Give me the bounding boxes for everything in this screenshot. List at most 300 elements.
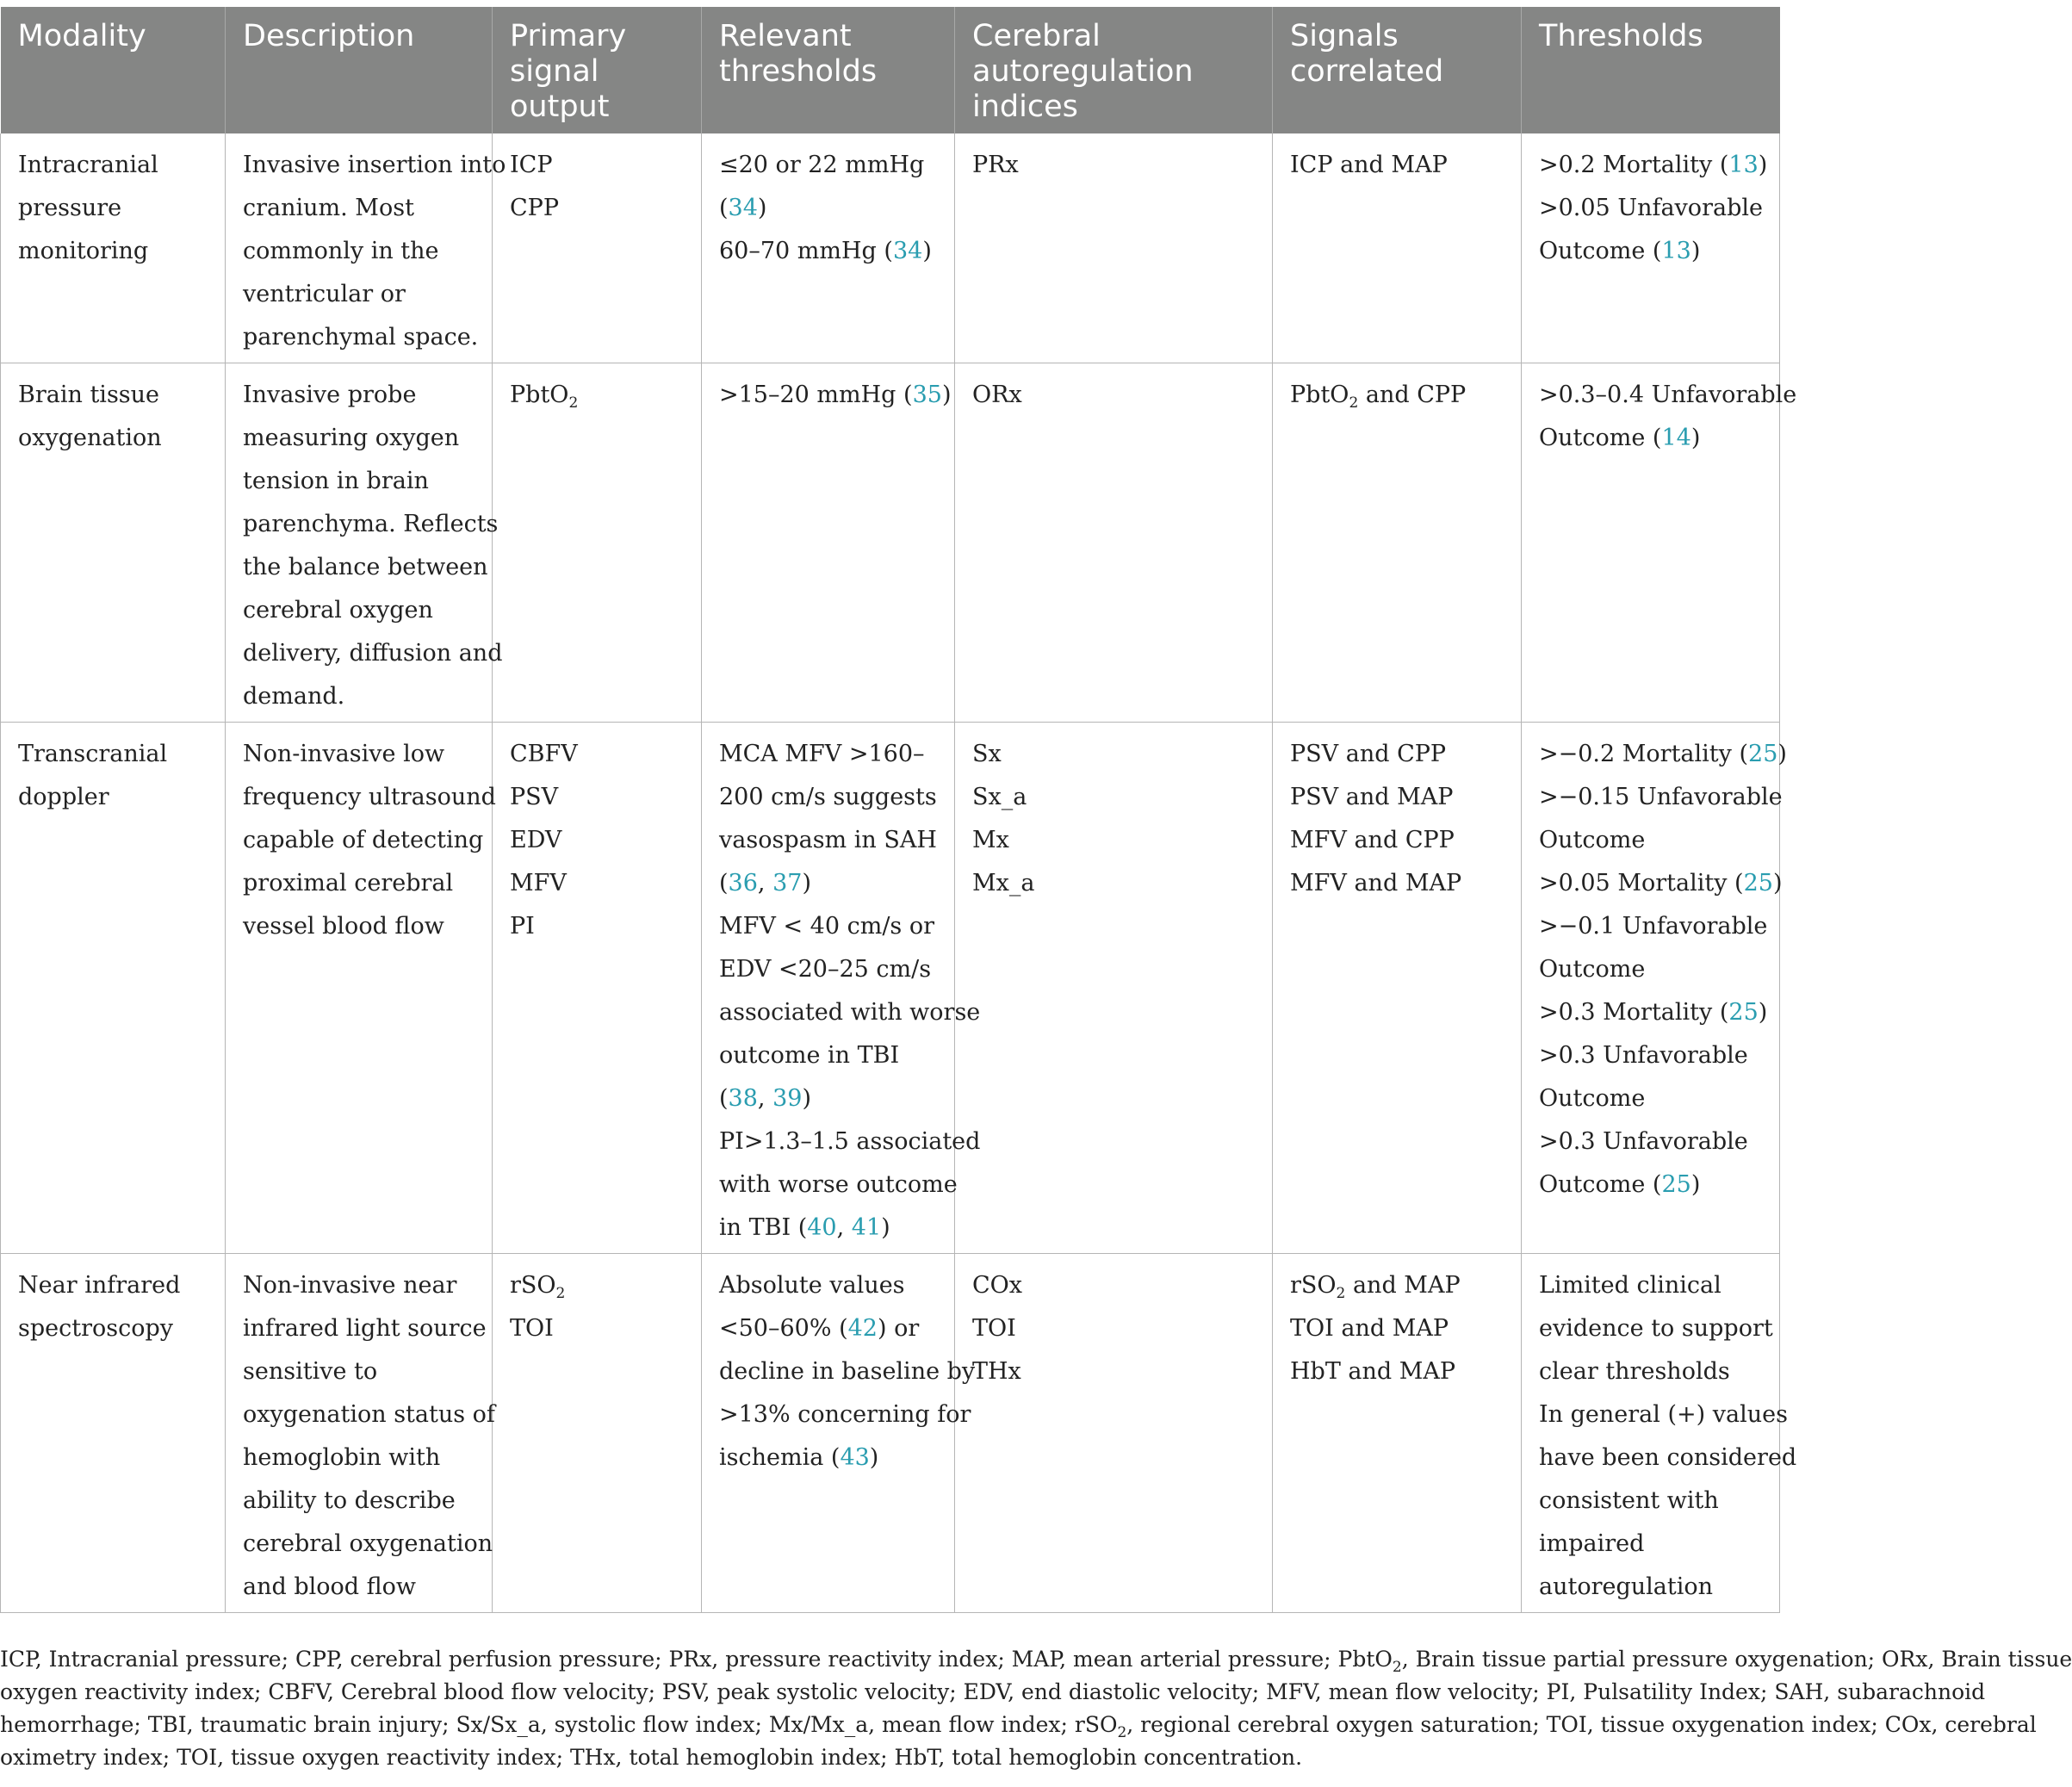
cell-line: [1539, 187, 1772, 230]
cell-modality: [1, 723, 226, 1254]
cell-line: [972, 733, 1265, 776]
cell-autoregulation-indices: [955, 363, 1273, 723]
footnote-line: [0, 1741, 1779, 1774]
reference-link[interactable]: 42: [847, 1315, 878, 1342]
text-segment: >−0.2 Mortality (: [1539, 741, 1749, 767]
cell-line: [243, 1523, 493, 1566]
cell-line: [972, 1350, 1265, 1393]
text-segment: Limited clinical: [1539, 1272, 1721, 1299]
text-segment: Non-invasive low: [243, 741, 445, 767]
cell-line: [1290, 374, 1514, 417]
text-segment: ): [1690, 425, 1701, 451]
cell-line: [510, 862, 694, 905]
text-segment: and CPP: [1358, 382, 1467, 408]
cell-line: [243, 632, 503, 675]
text-segment: parenchyma. Reflects: [243, 511, 499, 537]
text-segment: ): [1777, 741, 1787, 767]
text-segment: Sx: [972, 741, 1002, 767]
text-segment: tension in brain: [243, 468, 429, 494]
text-segment: ICP, Intracranial pressure; CPP, cerebral perfusion pressure; PRx, pressure reactivity index; MAP, mean arterial pressure; PbtO: [0, 1647, 1393, 1672]
cell-line: [719, 1264, 947, 1307]
text-segment: oxygenation status of: [243, 1401, 495, 1428]
text-segment: ): [802, 870, 811, 897]
text-segment: In general (+) values: [1539, 1401, 1788, 1428]
cell-line: [243, 460, 485, 503]
text-segment: COx: [972, 1272, 1023, 1299]
text-segment: ICP and MAP: [1290, 152, 1448, 178]
cell-line: [1539, 1307, 1772, 1350]
subscript: 2: [1392, 1659, 1402, 1676]
text-segment: >−0.1 Unfavorable: [1539, 913, 1768, 940]
text-segment: ) or: [877, 1315, 920, 1342]
text-segment: ventricular or: [243, 281, 406, 307]
text-segment: ,: [836, 1214, 852, 1241]
column-header-signals-correlated: [1273, 7, 1522, 133]
cell-line: [972, 144, 1265, 187]
text-segment: CBFV: [510, 741, 578, 767]
cell-line: [18, 417, 218, 460]
header-line: signal: [510, 54, 599, 89]
cell-line: [1539, 144, 1772, 187]
cell-line: [1539, 1523, 1772, 1566]
text-segment: cranium. Most: [243, 195, 414, 221]
text-segment: associated with worse: [719, 999, 981, 1026]
cell-line: [243, 1393, 495, 1436]
text-segment: ORx: [972, 382, 1022, 408]
text-segment: Outcome: [1539, 827, 1646, 853]
text-segment: (: [719, 870, 729, 897]
cell-line: [719, 948, 947, 991]
text-segment: ,: [757, 1085, 773, 1112]
cell-line: [243, 316, 485, 359]
cell-description: [226, 1254, 493, 1613]
cell-line: [1290, 776, 1514, 819]
text-segment: PSV and CPP: [1290, 741, 1447, 767]
subscript: 2: [1349, 394, 1359, 412]
reference-link[interactable]: 14: [1661, 425, 1691, 451]
text-segment: ): [941, 382, 952, 408]
table-row: [1, 363, 1780, 723]
header-line: Description: [243, 19, 415, 53]
text-segment: frequency ultrasound: [243, 784, 496, 810]
text-segment: ): [869, 1444, 879, 1471]
text-segment: ): [922, 238, 932, 264]
cell-line: [1539, 374, 1797, 417]
cell-line: [18, 230, 218, 273]
cell-description: [226, 723, 496, 1254]
cell-primary-signal-output: [493, 723, 702, 1254]
table-header-row: [1, 7, 1780, 133]
text-segment: ): [1758, 999, 1768, 1026]
reference-link[interactable]: 41: [851, 1214, 882, 1241]
cell-line: [1539, 776, 1783, 819]
text-segment: infrared light source: [243, 1315, 487, 1342]
text-segment: Mx: [972, 827, 1009, 853]
text-segment: ICP: [510, 152, 553, 178]
cell-line: [18, 1307, 218, 1350]
text-segment: MFV < 40 cm/s or: [719, 913, 935, 940]
header-line: autoregulation: [972, 54, 1194, 89]
reference-link[interactable]: 43: [840, 1444, 870, 1471]
table-row: [1, 723, 1780, 1254]
cell-description: [226, 363, 503, 723]
cell-line: [972, 1264, 1265, 1307]
text-segment: demand.: [243, 683, 345, 710]
text-segment: impaired: [1539, 1530, 1645, 1557]
text-segment: spectroscopy: [18, 1315, 174, 1342]
cell-line: [719, 991, 981, 1034]
cell-line: [1290, 144, 1514, 187]
cell-thresholds: [1522, 363, 1797, 723]
reference-link[interactable]: 25: [1748, 741, 1778, 767]
cell-line: [243, 546, 488, 589]
text-segment: vessel blood flow: [243, 913, 444, 940]
text-segment: ): [1690, 1171, 1701, 1198]
cell-line: [510, 776, 694, 819]
text-segment: 200 cm/s suggests: [719, 784, 937, 810]
cell-line: [1539, 819, 1772, 862]
cell-line: [510, 144, 694, 187]
text-segment: >0.05 Mortality (: [1539, 870, 1744, 897]
table-row: [1, 1254, 1780, 1613]
text-segment: proximal cerebral: [243, 870, 454, 897]
text-segment: monitoring: [18, 238, 149, 264]
table-body: [1, 133, 1797, 1613]
cell-line: [719, 1163, 958, 1207]
cell-relevant-thresholds: [702, 1254, 976, 1613]
subscript: 2: [1336, 1285, 1346, 1302]
cell-line: [719, 230, 947, 273]
text-segment: MFV and MAP: [1290, 870, 1462, 897]
text-segment: Brain tissue: [18, 382, 160, 408]
header-line: Relevant: [719, 19, 852, 53]
text-segment: Invasive insertion into: [243, 152, 506, 178]
cell-line: [719, 1350, 976, 1393]
text-segment: EDV <20–25 cm/s: [719, 956, 932, 983]
reference-link[interactable]: 38: [728, 1085, 758, 1112]
text-segment: sensitive to: [243, 1358, 378, 1385]
cell-thresholds: [1522, 1254, 1797, 1613]
text-segment: TOI: [510, 1315, 554, 1342]
text-segment: ): [802, 1085, 811, 1112]
reference-link[interactable]: 34: [892, 238, 923, 264]
table-footnote: [0, 1643, 2072, 1774]
cell-primary-signal-output: [493, 133, 702, 363]
text-segment: >0.3–0.4 Unfavorable: [1539, 382, 1797, 408]
text-segment: capable of detecting: [243, 827, 484, 853]
cell-line: [243, 1264, 485, 1307]
text-segment: Intracranial: [18, 152, 158, 178]
cell-line: [510, 374, 694, 417]
text-segment: TOI and MAP: [1290, 1315, 1449, 1342]
reference-link[interactable]: 34: [728, 195, 758, 221]
cell-line: [719, 1120, 981, 1163]
cell-line: [243, 819, 485, 862]
reference-link[interactable]: 13: [1728, 152, 1759, 178]
cell-line: [719, 1436, 947, 1480]
text-segment: Mx_a: [972, 870, 1035, 897]
subscript: 2: [555, 1285, 566, 1302]
text-segment: 60–70 mmHg (: [719, 238, 893, 264]
text-segment: Outcome (: [1539, 425, 1662, 451]
cell-relevant-thresholds: [702, 723, 981, 1254]
column-header-relevant-thresholds: [702, 7, 955, 133]
table-row: [1, 133, 1780, 363]
text-segment: , regional cerebral oxygen saturation; TOI, tissue oxygenation index; COx, cerebral: [1126, 1712, 2037, 1737]
cell-line: [719, 374, 952, 417]
text-segment: >−0.15 Unfavorable: [1539, 784, 1783, 810]
text-segment: Outcome: [1539, 1085, 1646, 1112]
text-segment: PRx: [972, 152, 1019, 178]
cell-line: [1539, 991, 1772, 1034]
text-segment: , Brain tissue partial pressure oxygenation; ORx, Brain tissue: [1401, 1647, 2072, 1672]
cell-line: [1539, 905, 1772, 948]
text-segment: ability to describe: [243, 1487, 456, 1514]
reference-link[interactable]: 25: [1661, 1171, 1691, 1198]
text-segment: ,: [757, 870, 773, 897]
cell-line: [243, 374, 485, 417]
column-header-modality: [1, 7, 226, 133]
cell-line: [972, 1307, 1265, 1350]
header-line: thresholds: [719, 54, 878, 89]
column-header-primary-signal-output: [493, 7, 702, 133]
text-segment: commonly in the: [243, 238, 439, 264]
cell-line: [243, 273, 485, 316]
header-line: Thresholds: [1539, 19, 1703, 53]
cell-line: [719, 1077, 947, 1120]
text-segment: CPP: [510, 195, 559, 221]
subscript: 2: [568, 394, 579, 412]
text-segment: Absolute values: [719, 1272, 905, 1299]
text-segment: have been considered: [1539, 1444, 1797, 1471]
cell-line: [1539, 1393, 1788, 1436]
text-segment: ): [1690, 238, 1701, 264]
text-segment: rSO: [510, 1272, 556, 1299]
cell-line: [510, 1264, 694, 1307]
reference-link[interactable]: 25: [1728, 999, 1759, 1026]
reference-link[interactable]: 40: [807, 1214, 837, 1241]
text-segment: cerebral oxygenation: [243, 1530, 493, 1557]
reference-link[interactable]: 39: [772, 1085, 803, 1112]
text-segment: evidence to support: [1539, 1315, 1773, 1342]
header-line: output: [510, 90, 610, 124]
cell-line: [1539, 1264, 1772, 1307]
cell-line: [510, 905, 694, 948]
text-segment: cerebral oxygen: [243, 597, 433, 624]
cell-line: [719, 187, 947, 230]
cell-line: [1290, 862, 1514, 905]
text-segment: MCA MFV >160–: [719, 741, 925, 767]
reference-link[interactable]: 25: [1743, 870, 1773, 897]
cell-line: [1539, 1566, 1772, 1609]
cell-line: [719, 905, 947, 948]
text-segment: >0.05 Unfavorable: [1539, 195, 1763, 221]
cell-line: [1539, 862, 1783, 905]
cell-line: [18, 144, 218, 187]
cell-signals-correlated: [1273, 363, 1522, 723]
text-segment: PSV: [510, 784, 559, 810]
text-segment: ischemia (: [719, 1444, 841, 1471]
cell-line: [1539, 1436, 1797, 1480]
text-segment: oxygenation: [18, 425, 162, 451]
text-segment: EDV: [510, 827, 562, 853]
cell-line: [1539, 417, 1772, 460]
cell-line: [719, 1034, 947, 1077]
text-segment: and MAP: [1345, 1272, 1461, 1299]
text-segment: (: [719, 195, 729, 221]
text-segment: THx: [972, 1358, 1021, 1385]
header-line: Primary: [510, 19, 627, 53]
text-segment: with worse outcome: [719, 1171, 958, 1198]
column-header-description: [226, 7, 493, 133]
cell-line: [510, 733, 694, 776]
text-segment: PSV and MAP: [1290, 784, 1454, 810]
text-segment: hemorrhage; TBI, traumatic brain injury; Sx/Sx_a, systolic flow index; Mx/Mx_a, mean flow index; rSO: [0, 1712, 1118, 1737]
text-segment: PbtO: [510, 382, 569, 408]
cell-signals-correlated: [1273, 723, 1522, 1254]
text-segment: oxygen reactivity index; CBFV, Cerebral blood flow velocity; PSV, peak systolic velocity; EDV, end diastolic velocity; MFV, mean flow velocity; PI, Pulsatility Index; SAH, subarachnoid: [0, 1679, 1986, 1704]
text-segment: oximetry index; TOI, tissue oxygen reactivity index; THx, total hemoglobin index; HbT, total hemoglobin concentration.: [0, 1745, 1303, 1770]
cell-line: [510, 819, 694, 862]
text-segment: ): [757, 195, 767, 221]
cell-line: [1539, 1077, 1772, 1120]
text-segment: hemoglobin with: [243, 1444, 441, 1471]
text-segment: Transcranial: [18, 741, 168, 767]
text-segment: delivery, diffusion and: [243, 640, 503, 667]
cell-primary-signal-output: [493, 1254, 702, 1613]
text-segment: ≤20 or 22 mmHg: [719, 152, 925, 178]
cell-line: [243, 417, 485, 460]
cell-line: [972, 819, 1265, 862]
reference-link[interactable]: 35: [912, 382, 942, 408]
text-segment: HbT and MAP: [1290, 1358, 1456, 1385]
text-segment: parenchymal space.: [243, 324, 479, 351]
cell-line: [972, 374, 1265, 417]
cell-modality: [1, 1254, 226, 1613]
text-segment: >0.3 Unfavorable: [1539, 1042, 1748, 1069]
cell-line: [1290, 1350, 1514, 1393]
reference-link[interactable]: 13: [1661, 238, 1691, 264]
footnote-line: [0, 1676, 1986, 1709]
cell-modality: [1, 133, 226, 363]
cell-signals-correlated: [1273, 1254, 1522, 1613]
text-segment: the balance between: [243, 554, 488, 580]
text-segment: >0.3 Mortality (: [1539, 999, 1729, 1026]
cell-line: [1290, 1264, 1514, 1307]
cell-line: [243, 1307, 485, 1350]
text-segment: ): [881, 1214, 890, 1241]
text-segment: pressure: [18, 195, 122, 221]
header-line: Modality: [17, 19, 146, 53]
text-segment: in TBI (: [719, 1214, 808, 1241]
cell-line: [1539, 733, 1787, 776]
cell-line: [510, 1307, 694, 1350]
header-line: Signals: [1290, 19, 1399, 53]
text-segment: consistent with: [1539, 1487, 1719, 1514]
cell-line: [1539, 1034, 1772, 1077]
text-segment: Outcome: [1539, 956, 1646, 983]
cell-line: [1290, 819, 1514, 862]
cell-line: [243, 144, 506, 187]
cell-thresholds: [1522, 133, 1780, 363]
cell-line: [972, 862, 1265, 905]
cell-line: [243, 1480, 485, 1523]
cell-line: [719, 1207, 947, 1250]
cell-line: [243, 503, 499, 546]
cell-primary-signal-output: [493, 363, 702, 723]
reference-link[interactable]: 37: [772, 870, 803, 897]
text-segment: and blood flow: [243, 1573, 417, 1600]
text-segment: vasospasm in SAH: [719, 827, 937, 853]
cell-thresholds: [1522, 723, 1787, 1254]
text-segment: Outcome (: [1539, 1171, 1662, 1198]
text-segment: (: [719, 1085, 729, 1112]
header-line: correlated: [1290, 54, 1444, 89]
text-segment: PI>1.3–1.5 associated: [719, 1128, 981, 1155]
cell-line: [243, 675, 485, 718]
text-segment: Outcome (: [1539, 238, 1662, 264]
cell-line: [719, 1393, 971, 1436]
cell-line: [1539, 1350, 1772, 1393]
column-header-autoregulation-indices: [955, 7, 1273, 133]
text-segment: MFV: [510, 870, 567, 897]
cell-line: [243, 589, 485, 632]
text-segment: measuring oxygen: [243, 425, 460, 451]
header-line: Cerebral: [972, 19, 1101, 53]
cell-description: [226, 133, 506, 363]
text-segment: >15–20 mmHg (: [719, 382, 913, 408]
cell-line: [1539, 1480, 1772, 1523]
cell-line: [1539, 230, 1772, 273]
text-segment: >0.3 Unfavorable: [1539, 1128, 1748, 1155]
column-header-thresholds: [1522, 7, 1780, 133]
cell-line: [1290, 1307, 1514, 1350]
cell-line: [18, 733, 218, 776]
cell-autoregulation-indices: [955, 1254, 1273, 1613]
cell-line: [719, 144, 947, 187]
text-segment: >13% concerning for: [719, 1401, 971, 1428]
cell-line: [243, 1350, 485, 1393]
cell-line: [1539, 948, 1772, 991]
cell-line: [972, 776, 1265, 819]
cell-line: [243, 776, 496, 819]
cell-line: [1290, 733, 1514, 776]
cell-line: [18, 187, 218, 230]
cell-line: [243, 230, 485, 273]
cell-modality: [1, 363, 226, 723]
data-table: [0, 7, 1797, 1613]
reference-link[interactable]: 36: [728, 870, 758, 897]
text-segment: outcome in TBI: [719, 1042, 900, 1069]
cell-line: [18, 1264, 218, 1307]
cell-line: [510, 187, 694, 230]
cell-line: [18, 776, 218, 819]
header-line: indices: [972, 90, 1078, 124]
text-segment: Sx_a: [972, 784, 1027, 810]
text-segment: PbtO: [1290, 382, 1349, 408]
cell-line: [243, 862, 485, 905]
text-segment: MFV and CPP: [1290, 827, 1455, 853]
cell-relevant-thresholds: [702, 133, 955, 363]
cell-line: [243, 733, 485, 776]
cell-line: [1539, 1163, 1772, 1207]
cell-line: [1539, 1120, 1772, 1163]
cell-line: [719, 819, 947, 862]
text-segment: Non-invasive near: [243, 1272, 457, 1299]
cell-autoregulation-indices: [955, 723, 1273, 1254]
cell-line: [719, 1307, 947, 1350]
cell-line: [243, 1566, 485, 1609]
